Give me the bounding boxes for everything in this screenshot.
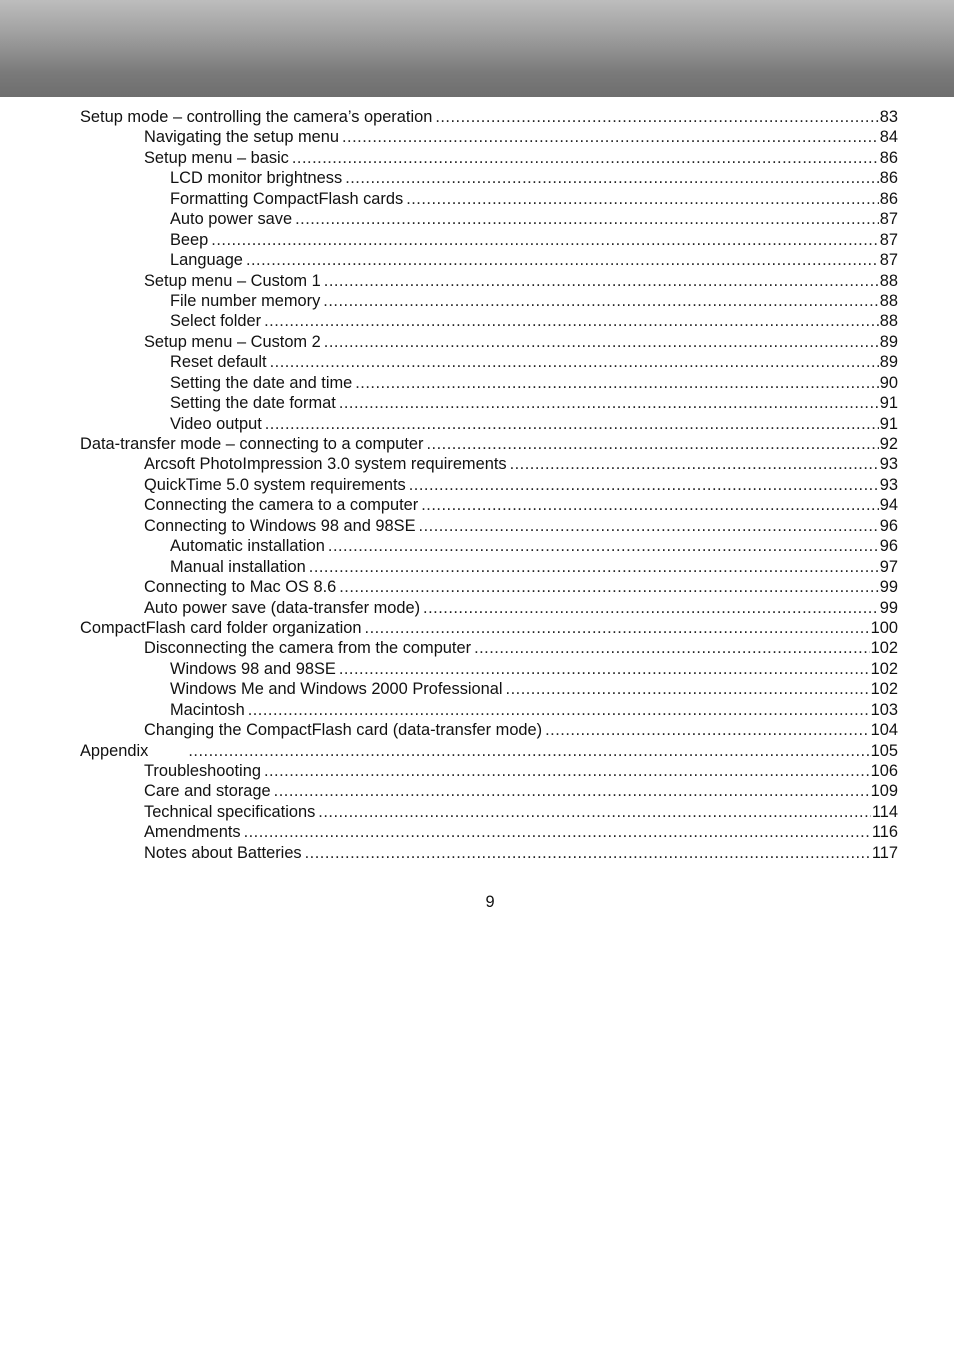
toc-entry-page: 87 <box>879 230 898 249</box>
toc-entry[interactable] <box>80 332 898 352</box>
toc-entry-page: 86 <box>879 169 898 188</box>
toc-entry[interactable] <box>80 291 898 311</box>
toc-entry[interactable] <box>80 373 898 393</box>
toc-entry-page: 86 <box>879 148 898 167</box>
toc-entry[interactable] <box>80 271 898 291</box>
toc-dot-leader <box>365 618 870 638</box>
toc-entry-page: 99 <box>879 598 898 617</box>
toc-entry-title: Notes about Batteries <box>144 843 302 862</box>
toc-dot-leader <box>305 843 871 863</box>
toc-entry-page: 86 <box>879 189 898 208</box>
toc-dot-leader <box>264 311 879 331</box>
toc-dot-leader <box>324 332 879 352</box>
toc-entry[interactable] <box>80 557 898 577</box>
toc-entry-page: 96 <box>879 537 898 556</box>
toc-entry[interactable] <box>80 679 898 699</box>
toc-entry-title: Setting the date and time <box>170 373 353 392</box>
toc-dot-leader <box>355 373 879 393</box>
toc-entry-title: Setup menu – Custom 1 <box>144 271 321 290</box>
toc-entry-page: 91 <box>879 414 898 433</box>
toc-entry[interactable] <box>80 822 898 842</box>
toc-entry-page: 89 <box>879 332 898 351</box>
toc-entry-title: Auto power save (data-transfer mode) <box>144 598 421 617</box>
toc-entry[interactable] <box>80 107 898 127</box>
toc-dot-leader <box>248 700 870 720</box>
toc-entry-title: Technical specifications <box>144 802 316 821</box>
header-band <box>0 0 954 97</box>
toc-entry[interactable] <box>80 414 898 434</box>
toc-dot-leader <box>211 230 878 250</box>
toc-entry-page: 104 <box>870 721 898 740</box>
toc-entry-title: CompactFlash card folder organization <box>80 618 362 637</box>
toc-entry-title: Care and storage <box>144 782 271 801</box>
toc-entry-page: 93 <box>879 475 898 494</box>
toc-entry-page: 102 <box>870 639 898 658</box>
toc-entry-title: Language <box>170 251 243 270</box>
toc-entry-page: 89 <box>879 353 898 372</box>
toc-entry-title: Select folder <box>170 312 262 331</box>
toc-dot-leader <box>265 414 879 434</box>
toc-entry[interactable] <box>80 495 898 515</box>
toc-entry-title: Arcsoft PhotoImpression 3.0 system requirements <box>144 455 507 474</box>
toc-entry-page: 105 <box>870 741 898 760</box>
toc-entry-title: Macintosh <box>170 700 245 719</box>
toc-entry[interactable] <box>80 720 898 740</box>
toc-entry-title: Connecting to Windows 98 and 98SE <box>144 516 416 535</box>
toc-entry[interactable] <box>80 230 898 250</box>
toc-entry-page: 88 <box>879 271 898 290</box>
toc-entry-title: Navigating the setup menu <box>144 128 339 147</box>
toc-entry[interactable] <box>80 802 898 822</box>
toc-entry-page: 90 <box>879 373 898 392</box>
toc-entry-page: 88 <box>879 312 898 331</box>
toc-entry[interactable] <box>80 843 898 863</box>
toc-entry[interactable] <box>80 536 898 556</box>
toc-dot-leader <box>264 761 870 781</box>
toc-entry[interactable] <box>80 598 898 618</box>
toc-entry-page: 100 <box>870 618 898 637</box>
toc-entry-title: Setting the date format <box>170 394 336 413</box>
toc-entry-title: Appendix <box>80 741 149 760</box>
toc-entry[interactable] <box>80 434 898 454</box>
toc-entry-page: 102 <box>870 659 898 678</box>
toc-entry[interactable] <box>80 352 898 372</box>
toc-entry[interactable] <box>80 659 898 679</box>
toc-entry-page: 96 <box>879 516 898 535</box>
toc-entry[interactable] <box>80 638 898 658</box>
toc-entry-title: Amendments <box>144 823 241 842</box>
toc-dot-leader <box>339 577 879 597</box>
toc-dot-leader <box>419 516 879 536</box>
toc-dot-leader <box>188 741 869 761</box>
toc-entry-title: Changing the CompactFlash card (data-transfer mode) <box>144 721 543 740</box>
toc-dot-leader <box>323 291 878 311</box>
toc-entry-page: 106 <box>870 762 898 780</box>
toc-dot-leader <box>345 168 879 188</box>
toc-entry-title: Windows Me and Windows 2000 Professional <box>170 680 503 699</box>
toc-dot-leader <box>421 495 879 515</box>
toc-entry-title: File number memory <box>170 291 321 310</box>
toc-entry[interactable] <box>80 168 898 188</box>
toc-entry-page: 87 <box>879 210 898 229</box>
toc-entry-page: 116 <box>871 823 898 842</box>
toc-dot-leader <box>435 107 878 127</box>
toc-dot-leader <box>423 598 879 618</box>
toc-entry-title: Troubleshooting <box>144 762 261 780</box>
toc-entry[interactable] <box>80 781 898 801</box>
toc-dot-leader <box>270 352 879 372</box>
toc-dot-leader <box>246 250 879 270</box>
toc-entry-title: Setup menu – basic <box>144 148 289 167</box>
toc-entry[interactable] <box>80 148 898 168</box>
toc-dot-leader <box>342 127 879 147</box>
toc-entry-page: 94 <box>879 496 898 515</box>
toc-entry-title: Setup mode – controlling the camera’s operation <box>80 108 433 126</box>
toc-entry[interactable] <box>80 209 898 229</box>
toc-entry-page: 103 <box>870 700 898 719</box>
toc-entry[interactable] <box>80 761 898 781</box>
toc-dot-leader <box>318 802 871 822</box>
toc-entry-page: 87 <box>879 251 898 270</box>
toc-entry-page: 102 <box>870 680 898 699</box>
toc-entry[interactable] <box>80 516 898 536</box>
toc-entry-title: Video output <box>170 414 262 433</box>
toc-entry-page: 91 <box>879 394 898 413</box>
toc-dot-leader <box>339 659 870 679</box>
toc-dot-leader <box>328 536 879 556</box>
toc-dot-leader <box>406 189 879 209</box>
toc-entry[interactable] <box>80 250 898 270</box>
toc-entry-title: Connecting to Mac OS 8.6 <box>144 578 337 597</box>
toc-dot-leader <box>244 822 871 842</box>
toc-entry-title: QuickTime 5.0 system requirements <box>144 475 406 494</box>
toc-entry[interactable] <box>80 618 898 638</box>
toc-entry-page: 99 <box>879 578 898 597</box>
toc-entry-title: Formatting CompactFlash cards <box>170 189 404 208</box>
toc-dot-leader <box>426 434 878 454</box>
toc-dot-leader <box>474 638 870 658</box>
toc-entry[interactable] <box>80 454 898 474</box>
toc-entry-title: LCD monitor brightness <box>170 169 343 188</box>
toc-entry-title: Windows 98 and 98SE <box>170 659 336 678</box>
toc-entry[interactable] <box>80 741 898 761</box>
toc-entry[interactable] <box>80 127 898 147</box>
toc-entry-page: 117 <box>871 843 898 862</box>
toc-dot-leader <box>274 781 870 801</box>
toc-dot-leader <box>292 148 879 168</box>
toc-entry[interactable] <box>80 311 898 331</box>
toc-entry-page: 114 <box>871 802 898 821</box>
table-of-contents <box>80 107 898 863</box>
toc-entry[interactable] <box>80 475 898 495</box>
toc-dot-leader <box>506 679 870 699</box>
toc-dot-leader <box>510 454 879 474</box>
toc-dot-leader <box>409 475 879 495</box>
toc-entry[interactable] <box>80 577 898 597</box>
toc-entry[interactable] <box>80 393 898 413</box>
toc-entry-page: 92 <box>879 435 898 453</box>
toc-entry-title: Setup menu – Custom 2 <box>144 332 321 351</box>
toc-entry-title: Reset default <box>170 353 267 372</box>
toc-entry-title: Beep <box>170 230 209 249</box>
page-number: 9 <box>485 893 495 911</box>
toc-entry[interactable] <box>80 189 898 209</box>
toc-entry-title: Disconnecting the camera from the computer <box>144 639 472 658</box>
toc-entry[interactable] <box>80 700 898 720</box>
toc-dot-leader <box>339 393 879 413</box>
toc-dot-leader <box>309 557 879 577</box>
toc-entry-title: Connecting the camera to a computer <box>144 496 419 515</box>
toc-entry-page: 109 <box>870 782 898 801</box>
toc-dot-leader <box>324 271 879 291</box>
toc-dot-leader <box>295 209 879 229</box>
toc-entry-page: 93 <box>879 455 898 474</box>
toc-entry-page: 97 <box>879 557 898 576</box>
toc-entry-title: Manual installation <box>170 557 306 576</box>
toc-entry-page: 84 <box>879 128 898 147</box>
toc-entry-title: Data-transfer mode – connecting to a computer <box>80 435 424 453</box>
toc-dot-leader <box>545 720 870 740</box>
toc-entry-page: 83 <box>879 108 898 126</box>
toc-entry-title: Auto power save <box>170 210 293 229</box>
toc-entry-page: 88 <box>879 291 898 310</box>
toc-entry-title: Automatic installation <box>170 537 325 556</box>
